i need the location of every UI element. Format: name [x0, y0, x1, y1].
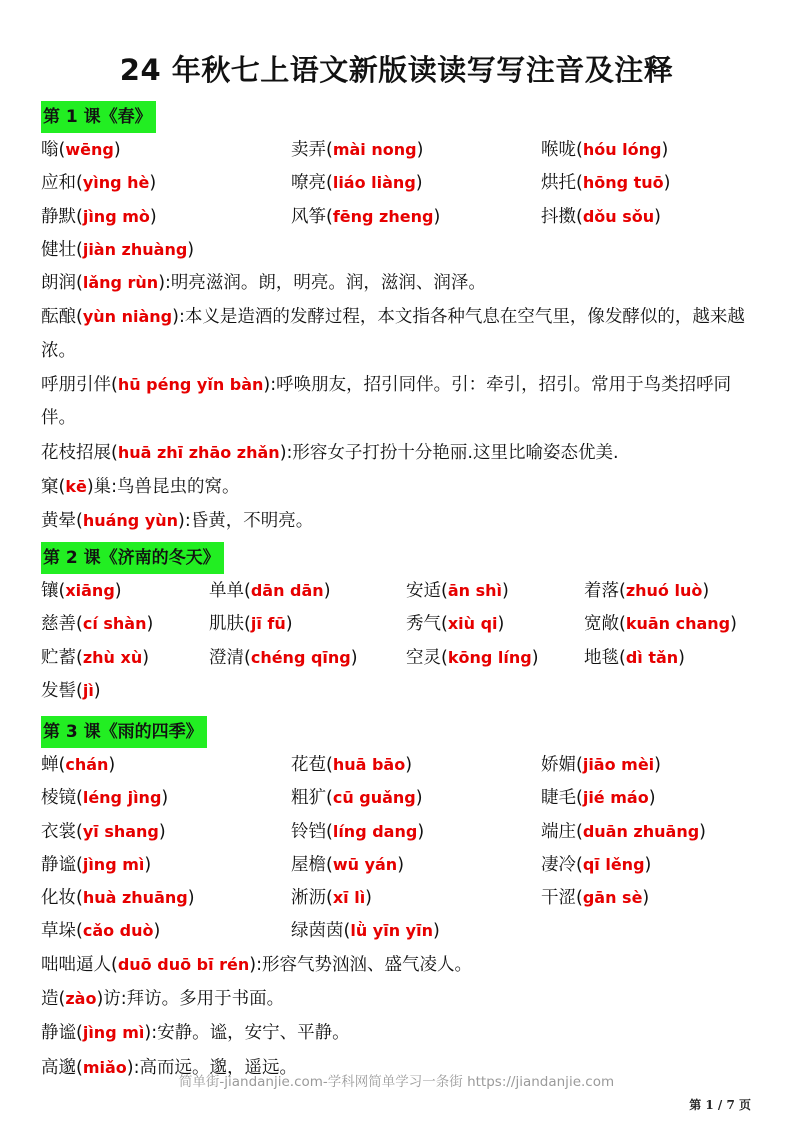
- annotation-pinyin: hū péng yǐn bàn: [117, 375, 264, 395]
- vocab-row: [41, 641, 756, 674]
- vocab-item: 嗡(wēng): [41, 140, 121, 160]
- vocab-word: 健壮: [41, 239, 76, 260]
- annotation-word: 花枝招展: [41, 442, 111, 463]
- vocab-pinyin: xiāng: [65, 581, 115, 600]
- vocab-pinyin: gān sè: [582, 888, 643, 908]
- vocab-pinyin: jī fū: [250, 614, 286, 634]
- vocab-word: 干涩: [541, 888, 576, 909]
- vocab-word: 慈善: [41, 614, 76, 635]
- vocab-pinyin: kuān chang: [625, 614, 731, 634]
- annotation-pinyin: jìng mì: [82, 1023, 145, 1043]
- vocab-word: 澄清: [209, 647, 244, 668]
- annotation-definition: :高而远。邈，遥远。: [133, 1057, 298, 1078]
- vocab-word: 化妆: [41, 888, 76, 909]
- vocab-item: 娇媚(jiāo mèi): [541, 755, 661, 775]
- annotation-word: 静谧: [41, 1023, 76, 1044]
- vocab-item: 凄冷(qī lěng): [541, 854, 652, 875]
- vocab-word: 烘托: [541, 173, 576, 194]
- vocab-word: 应和: [41, 173, 76, 194]
- vocab-pinyin: jiàn zhuàng: [82, 239, 188, 259]
- vocab-pinyin: jì: [82, 680, 94, 700]
- annotation-word: 黄晕: [41, 511, 76, 532]
- vocab-pinyin: jìng mò: [82, 206, 150, 226]
- annotation-definition: :呼唤朋友，招引同伴。引：牵引，招引。常用于鸟类招呼同伴。: [41, 375, 732, 429]
- vocab-item: 贮蓄(zhù xù): [41, 647, 150, 668]
- vocab-item: 淅沥(xī lì): [291, 888, 372, 909]
- annotation-pinyin: huā zhī zhāo zhǎn: [117, 442, 280, 462]
- vocab-item: 镶(xiāng): [41, 581, 122, 601]
- vocab-word: 铃铛: [291, 821, 326, 842]
- vocab-word: 喉咙: [541, 140, 576, 160]
- vocab-pinyin: chán: [65, 755, 109, 774]
- vocab-item: 喉咙(hóu lóng): [541, 140, 669, 160]
- annotation-pinyin: kē: [65, 476, 87, 496]
- vocab-item: 安适(ān shì): [406, 581, 509, 601]
- vocab-pinyin: cí shàn: [82, 614, 147, 634]
- vocab-pinyin: huà zhuāng: [82, 888, 188, 908]
- vocab-pinyin: líng dang: [332, 821, 418, 841]
- vocab-item: 空灵(kōng líng): [406, 647, 539, 668]
- vocab-pinyin: kōng líng: [447, 647, 532, 667]
- vocab-pinyin: liáo liàng: [332, 173, 416, 193]
- vocab-word: 安适: [406, 581, 441, 601]
- annotation-paragraph: 酝酿(yùn niàng):本义是造酒的发酵过程，本文指各种气息在空气里，像发酵似的，越来越浓。: [41, 307, 745, 361]
- vocab-pinyin: lǜ yīn yīn: [350, 921, 433, 941]
- vocab-word: 风筝: [291, 206, 326, 227]
- vocab-item: 干涩(gān sè): [541, 888, 650, 909]
- vocab-pinyin: wēng: [65, 140, 114, 159]
- vocab-word: 宽敞: [584, 614, 619, 635]
- vocab-item: 静谧(jìng mì): [41, 854, 152, 875]
- vocab-row: [41, 748, 756, 781]
- annotation-definition: :本义是造酒的发酵过程，本文指各种气息在空气里，像发酵似的，越来越浓。: [41, 307, 745, 361]
- vocab-pinyin: xiù qi: [447, 614, 498, 634]
- watermark: 简单街-jiandanjie.com-学科网简单学习一条街 https://jiandanjie.com: [178, 1074, 615, 1090]
- vocab-row: [41, 574, 756, 607]
- vocab-pinyin: cǎo duò: [82, 921, 154, 941]
- annotation-definition: 巢:鸟兽昆虫的窝。: [93, 476, 240, 497]
- vocab-row: [41, 674, 756, 707]
- vocab-row: [41, 914, 756, 947]
- annotation-paragraph: 静谧(jìng mì):安静。谧，安宁、平静。: [41, 1023, 350, 1044]
- vocab-pinyin: qī lěng: [582, 854, 645, 874]
- vocab-row: [41, 781, 756, 814]
- vocab-word: 嗡: [41, 140, 59, 160]
- annotation-pinyin: miǎo: [82, 1057, 127, 1077]
- vocab-item: 草垛(cǎo duò): [41, 921, 161, 942]
- annotation-paragraph: 造(zào)访:拜访。多用于书面。: [41, 989, 285, 1010]
- vocab-item: 烘托(hōng tuō): [541, 173, 671, 194]
- vocab-item: 屋檐(wū yán): [291, 854, 405, 875]
- annotation-word: 造: [41, 989, 59, 1010]
- lesson-section-3: [41, 716, 756, 1085]
- vocab-word: 发髻: [41, 680, 76, 701]
- vocab-pinyin: ān shì: [447, 581, 502, 600]
- vocab-word: 贮蓄: [41, 647, 76, 668]
- lesson-heading: 第 3 课《雨的四季》: [41, 716, 207, 748]
- vocab-item: 嘹亮(liáo liàng): [291, 173, 423, 194]
- vocab-item: 端庄(duān zhuāng): [541, 821, 706, 842]
- vocab-item: 风筝(fēng zheng): [291, 206, 441, 227]
- vocab-item: 睫毛(jié máo): [541, 788, 656, 809]
- vocab-pinyin: jìng mì: [82, 854, 145, 874]
- vocab-pinyin: dì tǎn: [625, 647, 679, 667]
- annotation-definition: 访:拜访。多用于书面。: [103, 989, 285, 1010]
- annotation-paragraph: 朗润(lǎng rùn):明亮滋润。朗，明亮。润，滋润、润泽。: [41, 273, 486, 294]
- page-title: 24 年秋七上语文新版读读写写注音及注释: [119, 53, 674, 87]
- vocab-word: 秀气: [406, 614, 441, 635]
- vocab-pinyin: yìng hè: [82, 173, 150, 193]
- vocab-word: 花苞: [291, 755, 326, 775]
- annotation-definition: :昏黄，不明亮。: [184, 511, 314, 532]
- vocab-item: 肌肤(jī fū): [209, 614, 293, 635]
- vocab-pinyin: fēng zheng: [332, 206, 434, 226]
- vocab-pinyin: mài nong: [332, 140, 417, 159]
- lesson-heading: 第 2 课《济南的冬天》: [41, 542, 224, 574]
- annotation-definition: :明亮滋润。朗，明亮。润，滋润、润泽。: [165, 273, 486, 294]
- vocab-row: [41, 848, 756, 881]
- vocab-item: 花苞(huā bāo): [291, 755, 413, 775]
- vocab-pinyin: huā bāo: [332, 755, 406, 774]
- vocab-word: 静默: [41, 206, 76, 227]
- vocab-word: 着落: [584, 581, 619, 601]
- vocab-row: [41, 233, 756, 266]
- vocab-row: [41, 166, 756, 199]
- vocab-pinyin: jié máo: [582, 788, 649, 808]
- vocab-row: [41, 881, 756, 914]
- vocab-word: 镶: [41, 581, 59, 601]
- vocab-item: 卖弄(mài nong): [291, 140, 424, 160]
- vocab-pinyin: hōng tuō: [582, 173, 664, 193]
- annotation-pinyin: yùn niàng: [82, 307, 173, 327]
- vocab-pinyin: jiāo mèi: [582, 755, 655, 774]
- vocab-item: 宽敞(kuān chang): [584, 614, 737, 635]
- vocab-word: 衣裳: [41, 821, 76, 842]
- vocab-word: 娇媚: [541, 755, 576, 775]
- vocab-item: 澄清(chéng qīng): [209, 647, 358, 668]
- annotation-word: 呼朋引伴: [41, 375, 111, 396]
- annotation-pinyin: lǎng rùn: [82, 273, 159, 293]
- vocab-word: 粗犷: [291, 788, 326, 809]
- annotation-paragraph: 窠(kē)巢:鸟兽昆虫的窝。: [41, 476, 240, 497]
- annotation-word: 窠: [41, 476, 59, 497]
- vocab-item: 发髻(jì): [41, 680, 101, 701]
- vocab-pinyin: dān dān: [250, 581, 324, 600]
- vocab-word: 静谧: [41, 854, 76, 875]
- annotation-word: 朗润: [41, 273, 76, 294]
- vocab-item: 静默(jìng mò): [41, 206, 157, 227]
- vocab-item: 地毯(dì tǎn): [584, 647, 685, 668]
- vocab-item: 秀气(xiù qi): [406, 614, 505, 635]
- vocab-word: 蝉: [41, 755, 59, 775]
- vocab-pinyin: zhù xù: [82, 647, 143, 667]
- annotation-pinyin: duō duō bī rén: [117, 954, 250, 974]
- annotation-paragraph: 呼朋引伴(hū péng yǐn bàn):呼唤朋友，招引同伴。引：牵引，招引。常用于鸟类招呼同伴。: [41, 375, 732, 429]
- vocab-item: 应和(yìng hè): [41, 173, 157, 194]
- vocab-pinyin: léng jìng: [82, 788, 162, 808]
- annotation-word: 咄咄逼人: [41, 954, 111, 975]
- vocab-word: 草垛: [41, 921, 76, 942]
- vocab-word: 单单: [209, 581, 244, 601]
- vocab-item: 慈善(cí shàn): [41, 614, 154, 635]
- vocab-item: 棱镜(léng jìng): [41, 788, 169, 809]
- vocab-item: 着落(zhuó luò): [584, 581, 710, 601]
- vocab-item: 单单(dān dān): [209, 581, 331, 601]
- vocab-pinyin: duān zhuāng: [582, 821, 700, 841]
- vocab-item: 绿茵茵(lǜ yīn yīn): [291, 921, 440, 942]
- vocab-row: [41, 815, 756, 848]
- annotation-paragraph: 花枝招展(huā zhī zhāo zhǎn):形容女子打扮十分艳丽.这里比喻姿态优美.: [41, 442, 619, 463]
- vocab-item: 衣裳(yī shang): [41, 821, 166, 842]
- annotation-definition: :安静。谧，安宁、平静。: [151, 1023, 350, 1044]
- vocab-pinyin: yī shang: [82, 821, 159, 841]
- lesson-section-2: [41, 542, 756, 707]
- vocab-word: 肌肤: [209, 614, 244, 635]
- lesson-heading: 第 1 课《春》: [41, 101, 156, 133]
- vocab-item: 粗犷(cū guǎng): [291, 788, 423, 809]
- vocab-pinyin: cū guǎng: [332, 788, 416, 808]
- vocab-word: 空灵: [406, 647, 441, 668]
- vocab-word: 睫毛: [541, 788, 576, 809]
- vocab-row: [41, 133, 756, 166]
- vocab-pinyin: hóu lóng: [582, 140, 662, 159]
- vocab-item: 化妆(huà zhuāng): [41, 888, 195, 909]
- annotation-paragraph: 咄咄逼人(duō duō bī rén):形容气势汹汹、盛气凌人。: [41, 954, 473, 975]
- vocab-pinyin: chéng qīng: [250, 647, 351, 667]
- annotation-definition: :形容女子打扮十分艳丽.这里比喻姿态优美.: [286, 442, 619, 463]
- vocab-word: 地毯: [584, 647, 619, 668]
- vocab-word: 棱镜: [41, 788, 76, 809]
- vocab-pinyin: wū yán: [332, 854, 398, 874]
- vocab-item: 健壮(jiàn zhuàng): [41, 239, 195, 260]
- vocab-word: 绿茵茵: [291, 921, 344, 942]
- vocab-word: 抖擞: [541, 206, 576, 227]
- vocab-row: [41, 607, 756, 640]
- annotation-word: 高邈: [41, 1057, 76, 1078]
- annotation-word: 酝酿: [41, 307, 76, 328]
- vocab-pinyin: zhuó luò: [625, 581, 703, 600]
- vocab-word: 淅沥: [291, 888, 326, 909]
- vocab-item: 蝉(chán): [41, 755, 116, 775]
- vocab-word: 凄冷: [541, 854, 576, 875]
- annotation-pinyin: zào: [65, 989, 97, 1009]
- vocab-word: 屋檐: [291, 854, 326, 875]
- vocab-pinyin: dǒu sǒu: [582, 206, 655, 226]
- vocab-word: 卖弄: [291, 140, 326, 160]
- vocab-row: [41, 200, 756, 233]
- vocab-pinyin: xī lì: [332, 888, 366, 908]
- vocab-item: 抖擞(dǒu sǒu): [541, 206, 661, 227]
- page-number: 第 1 / 7 页: [689, 1098, 751, 1112]
- vocab-item: 铃铛(líng dang): [291, 821, 425, 842]
- annotation-pinyin: huáng yùn: [82, 511, 179, 531]
- annotation-definition: :形容气势汹汹、盛气凌人。: [256, 954, 473, 975]
- annotation-paragraph: 高邈(miǎo):高而远。邈，遥远。: [41, 1057, 298, 1078]
- vocab-word: 端庄: [541, 821, 576, 842]
- annotation-paragraph: 黄晕(huáng yùn):昏黄，不明亮。: [41, 511, 314, 532]
- lesson-section-1: [41, 101, 756, 539]
- vocab-word: 嘹亮: [291, 173, 326, 194]
